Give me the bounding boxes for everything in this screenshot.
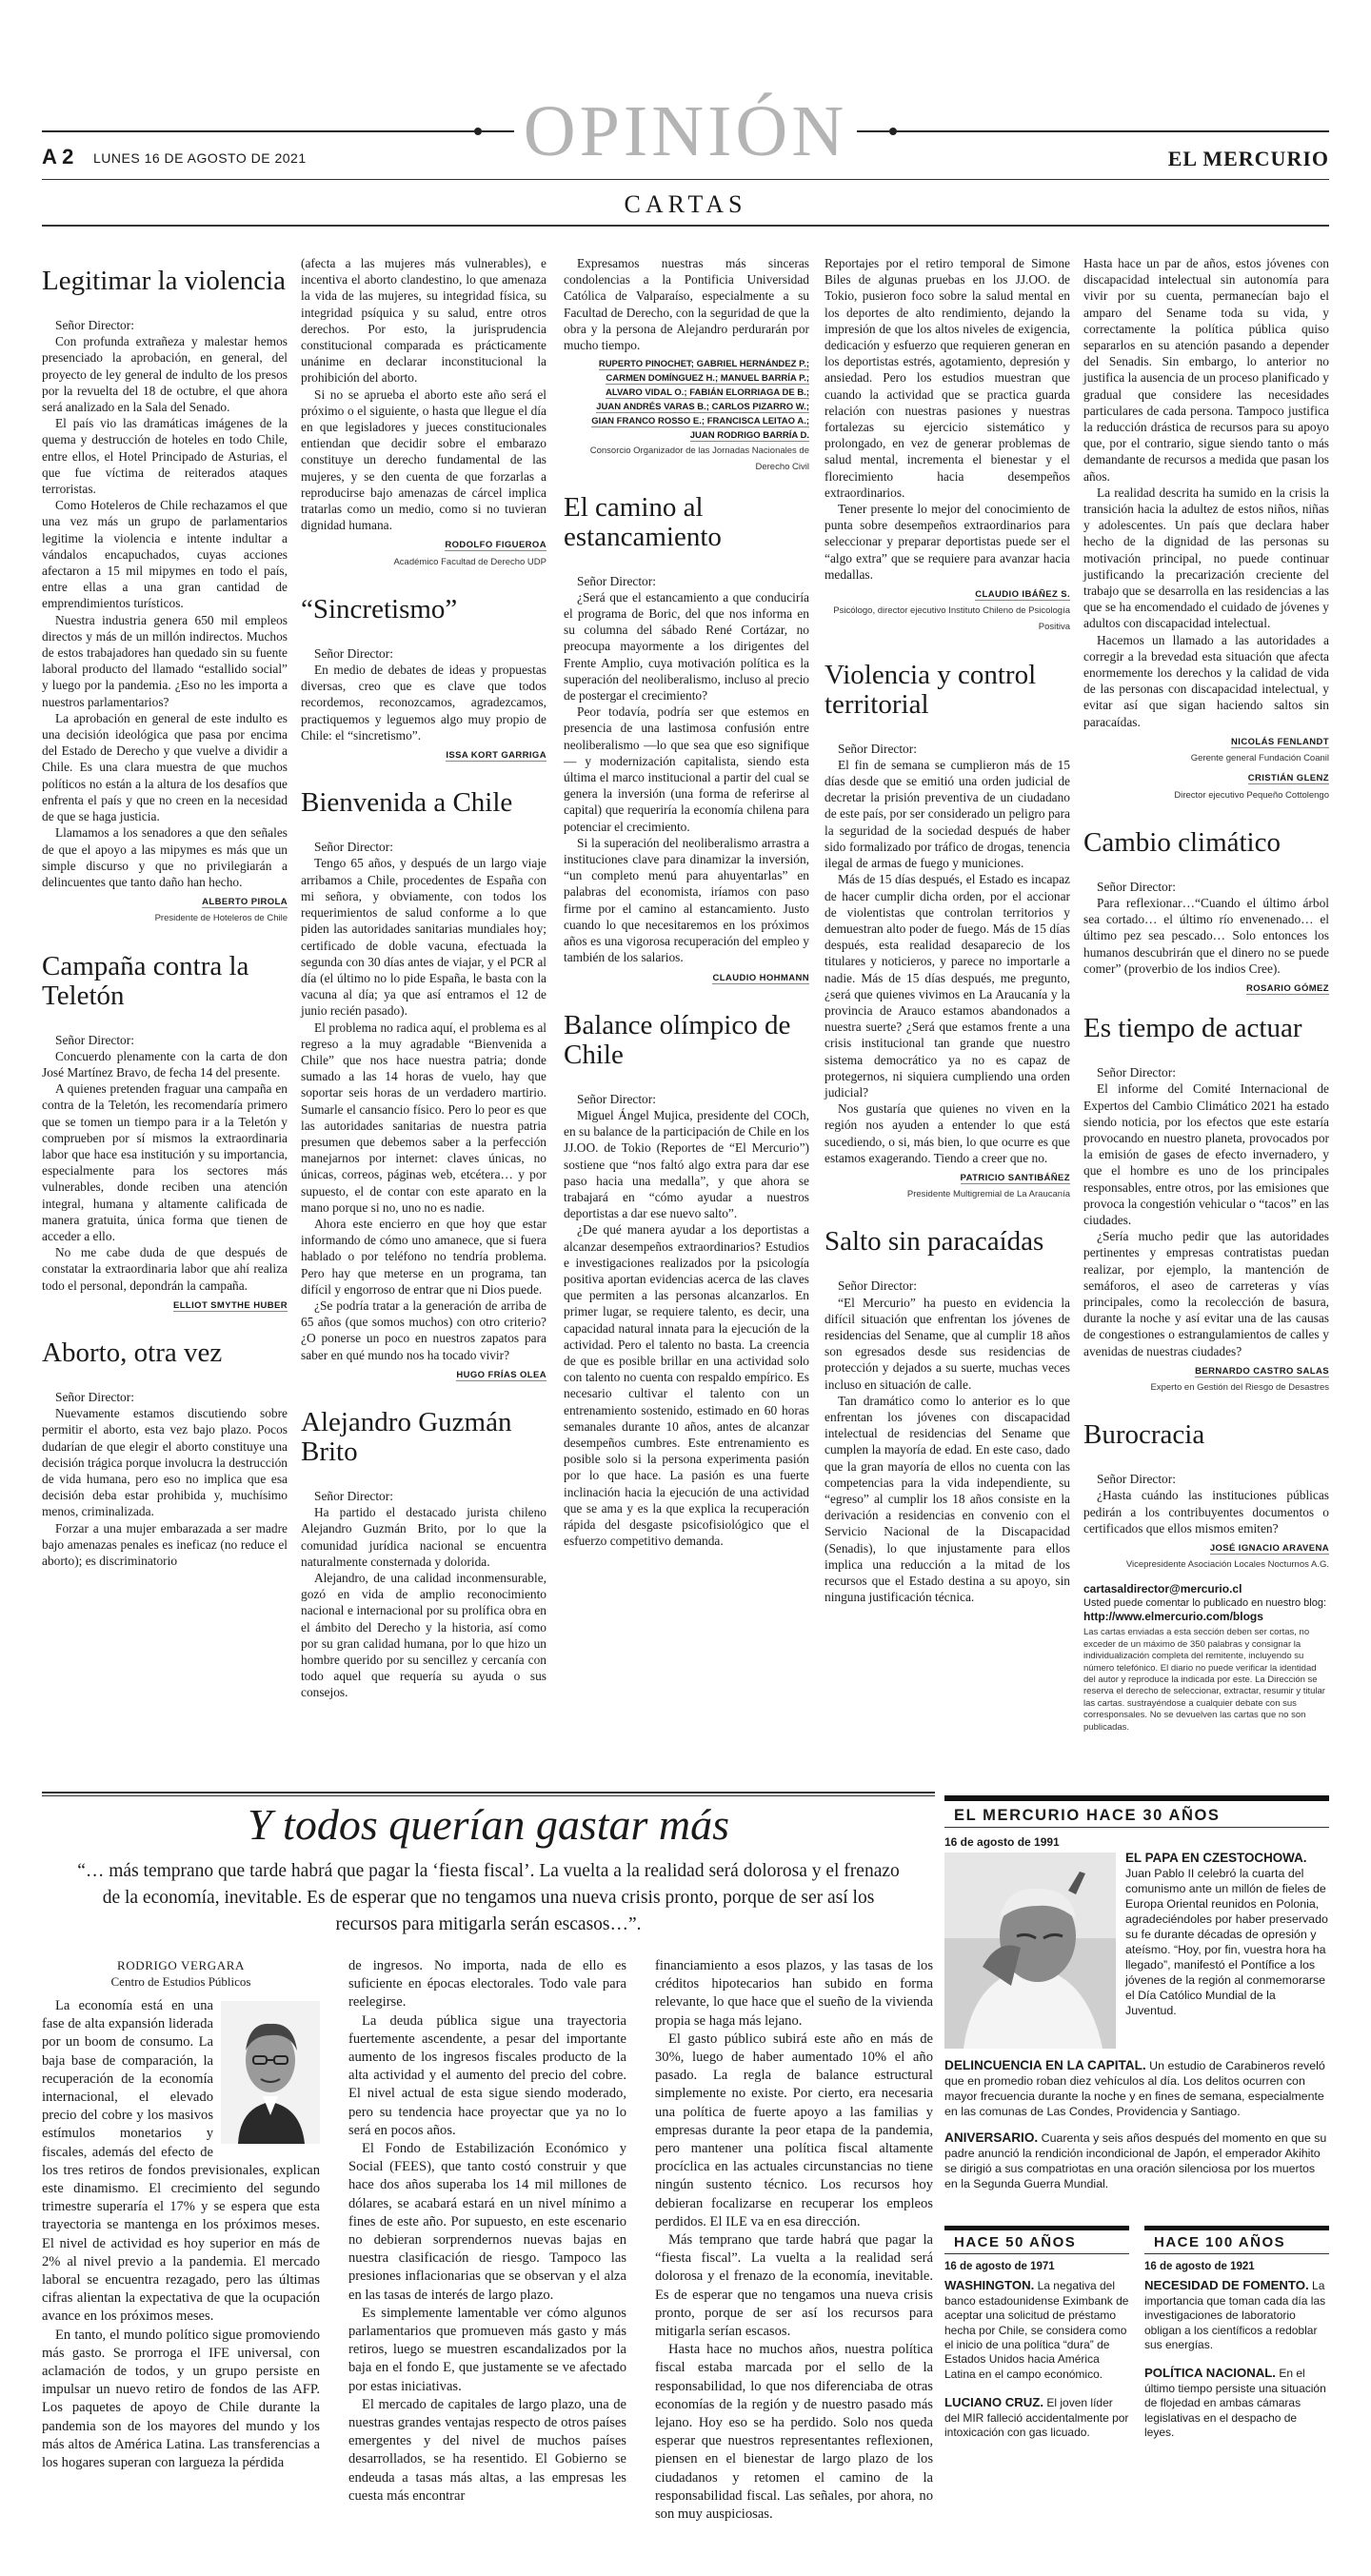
letter-title: Burocracia	[1083, 1419, 1205, 1451]
hace-100-title: HACE 100 AÑOS	[1144, 2226, 1329, 2254]
signature-role: Experto en Gestión del Riesgo de Desastres	[1150, 1381, 1329, 1393]
paragraph: El Fondo de Estabilización Económico y Social (FEES), que tanto costó construir y que hace dos años superaba los 14 mil millones de dólares, se acabará estará en un nivel mínimo a fines de este año. Por supuesto, en este escenario no debieran sorprendernos nuevas bajas en nuestra clasificación de riesgo. Tampoco las presiones inflacionarias que se observan y el alza en las tasas de interés de largo plazo.	[348, 2141, 626, 2303]
contact-note: Usted puede comentar lo publicado en nuestro blog:	[1083, 1597, 1327, 1610]
paragraph: ¿Será que el estancamiento a que conduciría el programa de Boric, del que nos informa en su columna del sábado René Cortázar, no preocupa mayormente a los dirigentes del Frente Amplio, cuya motivación política es la superación del neoliberalismo, incluso al precio de postergar el crecimiento?	[564, 589, 809, 703]
page-date: LUNES 16 DE AGOSTO DE 2021	[93, 150, 307, 166]
salutation: Señor Director:	[1097, 1472, 1176, 1487]
paragraph: Nuestra industria genera 650 mil empleos directos y más de un millón indirectos. Muchos de estos trabajadores han quedado sin su fuente laboral producto del llamado “estallido social” y luego por la pandemia. ¿Eso no les importa a nuestros parlamentarios?	[42, 612, 288, 709]
signer: CARMEN DOMÍNGUEZ H.; MANUEL BARRÍA P.;	[606, 373, 809, 385]
paragraph: La deuda pública sigue una trayectoria fuertemente ascendente, a pesar del importante aumento de los ingresos fiscales producto de la alta actividad y el aumento del precio del cobre. El nivel actual de esta sigue siendo moderado, pero su tendencia hace proyectar que ya no lo será en pocos años.	[348, 2012, 626, 2138]
lead-title: EL PAPA EN CZESTOCHOWA.	[1125, 1851, 1307, 1865]
paragraph: Con profunda extrañeza y malestar hemos presenciado la aprobación, en general, del proyecto de ley general de indulto de los presos por la revuelta del 18 de octubre, el que ahora será analizado en la Sala del Senado.	[42, 334, 288, 415]
letter	[825, 661, 1070, 1203]
hace-100-item: POLÍTICA NACIONAL. En el último tiempo persiste una situación de flojedad en ambas cámaras legislativas en el despacho de leyes.	[1144, 2366, 1326, 2440]
hace-50-item: WASHINGTON. La negativa del banco estadounidense Eximbank de aceptar una solicitud de préstamo hecha por Chile, se considera como el inicio de una política “dura” de Estados Unidos hacia América Latina en el campo económico.	[944, 2278, 1129, 2381]
subsection-title: CARTAS	[624, 190, 747, 218]
signature: ELLIOT SMYTHE HUBER	[172, 1299, 288, 1311]
paragraph: Llamamos a los senadores a que den señales de que el apoyo a las mipymes es más que un simple discurso y que no privilegiarán a delincuentes que tanto daño han hecho.	[42, 825, 288, 889]
paragraph: “El Mercurio” ha puesto en evidencia la difícil situación que enfrentan los jóvenes de residencias del Sename, que al cumplir 18 años son egresados desde sus residencias de protección y dejados a su suerte, muchas veces incluso en situación de calle.	[825, 1295, 1070, 1392]
paragraph: En medio de debates de ideas y propuestas diversas, creo que es clave que todos recordemos, reconozcamos, agradezcamos, practiquemos y leguemos algo muy propio de Chile: el “sincretismo”.	[301, 663, 546, 743]
newspaper-name: EL MERCURIO	[1167, 147, 1329, 170]
letter	[301, 788, 546, 1383]
letter	[564, 1011, 809, 1550]
paragraph: El fin de semana se cumplieron más de 15 días desde que se emitió una orden judicial de decretar la prisión preventiva de un ciudadano de este país, por ser considerado un peligro para la seguridad de la sociedad después de haber sido formalizado por tráfico de drogas, tenencia ilegal de armas de fuego y municiones.	[825, 757, 1070, 871]
byline	[42, 1957, 320, 1990]
letter	[564, 493, 809, 986]
article-headline: Y todos querían gastar más	[247, 1800, 730, 1849]
article-column-1	[42, 1957, 320, 2472]
letters-column-1	[42, 255, 288, 1569]
signer: GIAN FRANCO ROSSO E.; FRANCISCA LEITAO A.;	[591, 416, 809, 427]
section-title: OPINIÓN	[523, 91, 848, 171]
author-portrait	[221, 2001, 320, 2144]
letter-title: Alejandro Guzmán Brito	[301, 1406, 512, 1467]
paragraph: En tanto, el mundo político sigue promoviendo más gasto. Se prorroga el IFE universal, con aclamación de todos, y un grupo persiste en impulsar un nuevo retiro de fondos de las AFP. Los paquetes de apoyo de Chile durante la pandemia son de los mayores del mundo y los más altos de América Latina. Las transferencias a los hogares superan con largueza la pérdida	[42, 2327, 320, 2471]
signer: JUAN ANDRÉS VARAS B.; CARLOS PIZARRO W.;	[596, 402, 809, 413]
paragraph: Más temprano que tarde habrá que pagar la “fiesta fiscal”. La vuelta a la realidad será dolorosa y el frenazo de la economía, inevitable. Es de esperar que no tengamos una nueva crisis pronto, porque de ser así los recursos para mitigarla serían escasos.	[655, 2232, 933, 2340]
paragraph: ¿Se podría tratar a la generación de arriba de 65 años (que somos muchos) con otro criterio? ¿O ponerse un poco en nuestros zapatos para saber en qué mundo nos ha tocado vivir?	[301, 1298, 546, 1362]
letter-title: Cambio climático	[1083, 826, 1281, 858]
paragraph: Para reflexionar…“Cuando el último árbol sea cortado… el último río envenenado… el último pez sea pescado… Solo entonces los humanos descubrirán que el dinero no se puede comer” (proverbio de los indios Cree).	[1083, 895, 1329, 976]
signature-role: Gerente general Fundación Coanil	[1190, 753, 1329, 764]
signature-role: Psicólogo, director ejecutivo Instituto Chileno de Psicología Positiva	[833, 605, 1070, 633]
letter-title: Balance olímpico de Chile	[564, 1009, 791, 1070]
salutation: Señor Director:	[55, 1389, 134, 1404]
signature: JOSÉ IGNACIO ARAVENA	[1209, 1543, 1329, 1554]
hace-30-date: 16 de agosto de 1991	[944, 1835, 1060, 1849]
paragraph: Alejandro, de una calidad inconmensurable, gozó en vida de amplio reconocimiento nacional e internacional por su prolífica obra en el ámbito del Derecho y la historia, así como por su gran calidad humana, por lo que hizo un hombre querido por su sencillez y cercanía con todo aquel que requería su ayuda o sus consejos.	[301, 1571, 546, 1700]
salutation: Señor Director:	[1097, 1065, 1176, 1080]
paragraph: Peor todavía, podría ser que estemos en presencia de una lastimosa confusión entre neoliberalismo —lo que sea que eso signifique— y modernización capitalista, siendo esta última el marco institucional a partir del cual se genera la inversión (una forma de referirse al capital) que requeriría la economía chilena para potenciar el crecimiento.	[564, 704, 809, 834]
signature: HUGO FRÍAS OLEA	[456, 1369, 546, 1380]
salutation: Señor Director:	[838, 1278, 917, 1294]
letter	[42, 952, 288, 1314]
signature: NICOLÁS FENLANDT	[1231, 736, 1329, 747]
letters-column-3	[564, 255, 809, 1549]
article-deck: “… más temprano que tarde habrá que pagar la ‘fiesta fiscal’. La vuelta a la realidad será dolorosa y el frenazo de la economía, inevitable. Es de esperar que no tengamos una nueva crisis pronto, porque de ser así los recursos para mitigarla serán escasos…”.	[77, 1861, 900, 1934]
letter	[301, 595, 546, 763]
hace-30-title: EL MERCURIO HACE 30 AÑOS	[944, 1795, 1329, 1828]
author-affiliation: Centro de Estudios Públicos	[110, 1974, 251, 1989]
signature-role: Presidente de Hoteleros de Chile	[154, 913, 288, 924]
paragraph: El informe del Comité Internacional de Expertos del Cambio Climático 2021 ha estado siendo noticia, por los efectos que este estaría provocando en nuestro planeta, provocados por la emisión de gases de efecto invernadero, y que el hombre es uno de los principales responsables, entre otros, por las emisiones que provoca la congestión vehicular o “tacos” en las ciudades.	[1083, 1081, 1329, 1227]
paragraph: El mercado de capitales de largo plazo, una de nuestras grandes ventajas respecto de otros países emergentes y del nivel de muchos países desarrollados, se ha resentido. El Gobierno se endeuda a tasas más altas, a las empresas les cuesta más encontrar	[348, 2396, 626, 2504]
contact-box	[1083, 1582, 1329, 1734]
paragraph: Tengo 65 años, y después de un largo viaje arribamos a Chile, procedentes de España con mi señora, y obviamente, con todos los requerimientos de salud conforme a lo que piden las autoridades sanitarias mundiales hoy; certificado de doble vacuna, efectuada la segunda con 30 días antes de viajar, y el PCR al día (el último no lo pide España, le basta con la vacuna al día; ya que así entramos el 12 de junio recién pasado).	[301, 856, 546, 1019]
letter-title: Aborto, otra vez	[42, 1337, 223, 1368]
paragraph: ¿Hasta cuándo las instituciones públicas pedirán a los contribuyentes documentos o certificados que ellos mismos emiten?	[1083, 1488, 1329, 1536]
paragraph: Como Hoteleros de Chile rechazamos el que una vez más un grupo de parlamentarios legitime la violencia e intente indultar a vándalos encapuchados, cuyas acciones afectaron a 15 mil mipymes en todo el país, entre ellas a una gran cantidad de emprendimientos turísticos.	[42, 498, 288, 611]
paragraph: Forzar a una mujer embarazada a ser madre bajo amenazas penales es ineficaz (no reduce el aborto); es discriminatorio	[42, 1520, 288, 1568]
paragraph: Ha partido el destacado jurista chileno Alejandro Guzmán Brito, por lo que la comunidad jurídica nacional se encuentra naturalmente consternada y dolorida.	[301, 1505, 546, 1569]
letter-title: Campaña contra la Teletón	[42, 950, 249, 1011]
letter	[42, 1338, 288, 1569]
paragraph: financiamiento a esos plazos, y las tasas de los créditos hipotecarios han subido en forma relevante, lo que hace que el sueño de la vivienda propia se haga más lejano.	[655, 1958, 933, 2029]
paragraph: La aprobación en general de este indulto es una decisión ideológica que pasa por encima del Estado de Derecho y que vuelve a dividir a Chile. Es una clara muestra de que muchos políticos no están a la altura de los desafíos que enfrenta el país y que no creen en la necesidad de que se haga justicia.	[42, 710, 288, 824]
salutation: Señor Director:	[1097, 879, 1176, 894]
letter-title: Salto sin paracaídas	[825, 1226, 1044, 1258]
page-number: A 2	[42, 145, 74, 168]
hace-100-item: NECESIDAD DE FOMENTO. La importancia que toman cada día las investigaciones de laboratorio obligan a los científicos a redoblar sus energías.	[1144, 2278, 1326, 2352]
paragraph: Reportajes por el retiro temporal de Simone Biles de algunas pruebas en los JJ.OO. de Tokio, pusieron foco sobre la salud mental en los deportes de alto rendimiento, dejando la impresión de que los altos niveles de exigencia, dedicación y esfuerzo que requieren generan en los deportistas estrés, agotamiento, depresión y ansiedad. Pero los estudios muestran que cuando la actividad que se practica guarda relación con nuestras pasiones y nuestras fortalezas su ejercicio sistemático y prolongado, en vez de generar problemas de salud mental, incrementa el bienestar y el florecimiento hacia desempeños extraordinarios.	[825, 256, 1070, 500]
signature: CLAUDIO HOHMANN	[712, 972, 809, 983]
paragraph: El gasto público subirá este año en más de 30%, luego de haber aumentado 10% el año pasado. La regla de balance estructural simplemente no existe. Por cierto, era necesaria una política de fuerte apoyo a las familias y empresas durante la peor etapa de la pandemia, pero mantener una política fiscal altamente procíclica en las actuales circunstancias no tiene ningún sustento técnico. Los recursos hoy debieran focalizarse en recuperar los empleos perdidos. El ILE va en esa dirección.	[655, 2031, 933, 2229]
signature: ALBERTO PIROLA	[202, 897, 288, 908]
article-column-3	[655, 1957, 933, 2524]
salutation: Señor Director:	[55, 318, 134, 332]
hace-50-date: 16 de agosto de 1971	[944, 2261, 1055, 2272]
paragraph: Hasta hace un par de años, estos jóvenes con discapacidad intelectual sin autonomía para vivir por su cuenta, permanecían bajo el amparo del Sename toda su vida, y correctamente la política pública quiso separarlos en su atención pasando a depender del Senadis. Sin embargo, lo anterior no justifica la ausencia de un proceso planificado y gradual que considere las necesidades particulares de cada persona. Tampoco justifica la reducción drástica de recursos para su apoyo que, por el contrario, sigue siendo tanto o más demandante de recursos a medida que pasan los años.	[1083, 256, 1329, 484]
letter-title: “Sincretismo”	[301, 593, 458, 624]
paragraph: Tan dramático como lo anterior es lo que enfrentan los jóvenes con discapacidad intelectual de residencias del Sename que cumplen la mayoría de edad. En este caso, dado que la gran mayoría de ellos no cuenta con las competencias para la vida independiente, su “egreso” al cumplir los 18 años consiste en la derivación a residencias en convenio con el Servicio Nacional de la Discapacidad (Senadis), lo que injustamente para ellos implica una reducción a la mitad de los recursos que el Estado destina a su apoyo, sin ninguna justificación técnica.	[825, 1393, 1070, 1605]
hace-30-item: DELINCUENCIA EN LA CAPITAL. Un estudio de Carabineros reveló que en promedio roban diez vehículos al día. Los delitos ocurren con mayor frecuencia durante la noche y en fines de semana, especialmente en las comunas de Las Condes, Providencia y Santiago.	[944, 2058, 1325, 2118]
paragraph: (afecta a las mujeres más vulnerables), e incentiva el aborto clandestino, lo que amenaza la vida de las mujeres, su integridad física, su integridad psíquica y su salud, entre otros derechos. Por esto, la jurisprudencia constitucional comparada es prácticamente unánime en declarar inconstitucional la prohibición del aborto.	[301, 256, 546, 386]
signers-list	[564, 357, 809, 443]
paragraph: Nos gustaría que quienes no viven en la región nos ayuden a entender lo que está sucediendo, o si, más bien, lo que ocurre es que estamos exagerando. Tiendo a creer que no.	[825, 1101, 1070, 1165]
letters-column-5	[1083, 255, 1329, 1734]
article-column-2	[348, 1957, 626, 2506]
pope-photo	[944, 1853, 1116, 2049]
contact-email[interactable]: cartasaldirector@mercurio.cl	[1083, 1582, 1242, 1596]
signature-role: Vicepresidente Asociación Locales Nocturnos A.G.	[1125, 1559, 1329, 1571]
paragraph: Expresamos nuestras más sinceras condolencias a la Pontificia Universidad Católica de Valparaíso, especialmente a su Facultad de Derecho, con la seguridad de que la obra y la persona de Alejandro perdurarán por mucho tiempo.	[564, 256, 809, 353]
paragraph: ¿De qué manera ayudar a los deportistas a alcanzar desempeños extraordinarios? Estudios e investigaciones realizados por la psicología positiva aportan evidencias acerca de las claves que permiten a las personas alcanzarlos. En primer lugar, se requiere talento, es decir, una capacidad natural innata para la ejecución de la actividad. Pero el talento no basta. La creencia de que es posible brillar en una actividad solo con talento no cuenta con respaldo empírico. Es necesario cultivar el talento con un entrenamiento sostenido, estimado en 60 horas semanales durante 10 años, antes de alcanzar desempeños cumbres. Este entrenamiento es posible solo si la persona experimenta pasión por lo que hace. La pasión es una fuerte inclinación hacia la ejecución de una actividad que se ama y es la que explica la recuperación rápida del desgaste psicofisiológico que el esfuerzo competitivo demanda.	[564, 1222, 809, 1549]
paragraph: Si la superación del neoliberalismo arrastra a instituciones clave para dinamizar la inversión, “un completo menú para ahuyentarlas” en palabras del economista, iríamos con paso firme por el camino al estancamiento. Justo cuando lo que necesitaremos en los próximos años es una vigorosa recuperación del empleo y también de los salarios.	[564, 835, 809, 965]
paragraph: de ingresos. No importa, nada de ello es suficiente en épocas electorales. Todo vale para reelegirse.	[348, 1958, 626, 2011]
letter	[301, 1408, 546, 1701]
paragraph: El país vio las dramáticas imágenes de la quema y destrucción de hoteles en todo Chile, entre ellos, el Hotel Principado de Asturias, el que fue víctima de reiterados ataques terroristas.	[42, 416, 288, 497]
salutation: Señor Director:	[314, 840, 393, 855]
salutation: Señor Director:	[838, 741, 917, 756]
salutation: Señor Director:	[577, 1091, 656, 1106]
paragraph: Si no se aprueba el aborto este año será el próximo o el siguiente, o hasta que llegue el día en que legisladores y jueces constitucionales entiendan que decidir sobre el embarazo constituye un derecho fundamental de las mujeres, y se den cuenta de que forzarlas a reproducirse bajo amenazas de cárcel implica tratarlas como un medio, como si no tuvieran dignidad humana.	[301, 386, 546, 533]
signature: PATRICIO SANTIBÁÑEZ	[960, 1172, 1070, 1183]
signature: CLAUDIO IBÁÑEZ S.	[975, 589, 1070, 601]
signature-role: Académico Facultad de Derecho UDP	[393, 556, 546, 567]
letter	[825, 1227, 1070, 1605]
salutation: Señor Director:	[314, 645, 393, 661]
author-name: RODRIGO VERGARA	[116, 1958, 246, 1972]
signature: ISSA KORT GARRIGA	[446, 750, 546, 762]
signature: CRISTIÁN GLENZ	[1247, 773, 1329, 784]
paragraph: Nuevamente estamos discutiendo sobre permitir el aborto, esta vez bajo plazo. Pocos dudarían de que elegir el aborto constituye una decisión trágica porque involucra la destrucción de vida humana, pero eso no implica que esa decisión deba estar prohibida y, muchísimo menos, criminalizada.	[42, 1406, 288, 1519]
signature-role: Director ejecutivo Pequeño Cottolengo	[1174, 789, 1329, 801]
hace-100-anos	[1144, 2226, 1329, 2440]
signer: JUAN RODRIGO BARRÍA D.	[689, 430, 809, 442]
letter	[1083, 1014, 1329, 1396]
letter	[1083, 1420, 1329, 1573]
letter-title: Violencia y control territorial	[825, 659, 1037, 720]
signature: RODOLFO FIGUEROA	[445, 540, 546, 551]
signature-role: Consorcio Organizador de las Jornadas Nacionales de Derecho Civil	[589, 446, 809, 473]
letter	[42, 267, 288, 927]
signer: ALVARO VIDAL O.; FABIÁN ELORRIAGA DE B.;	[606, 387, 809, 399]
paragraph: Hasta hace no muchos años, nuestra política fiscal estaba marcada por el sello de la responsabilidad, lo que nos diferenciaba de otras economías de la región y de nuestro pasado más lejano. Hoy eso se ha perdido. Solo nos queda esperar que nuestros representantes reflexionen, piensen en el bienestar de largo plazo de los ciudadanos y retomen el camino de la responsabilidad fiscal. Las señales, por ahora, no son muy auspiciosas.	[655, 2342, 933, 2523]
letter-title: Legitimar la violencia	[42, 266, 287, 296]
hace-30-item: ANIVERSARIO. Cuarenta y seis años después del momento en que su padre anunció la rendición incondicional de Japón, el emperador Akihito se dirigió a sus compatriotas en una oración silenciosa por los muertos en la Segunda Guerra Mundial.	[944, 2130, 1327, 2190]
letter-title: Bienvenida a Chile	[301, 787, 513, 819]
hace-50-item: LUCIANO CRUZ. El joven líder del MIR falleció accidentalmente por intoxicación con gas licuado.	[944, 2395, 1129, 2440]
signer: RUPERTO PINOCHET; GABRIEL HERNÁNDEZ P.;	[598, 359, 809, 370]
letter-title: El camino al estancamiento	[564, 491, 722, 552]
paragraph: La realidad descrita ha sumido en la crisis la transición hacia la adultez de estos niños, niñas y adolescentes. Un país que declara haber hecho de la dignidad de las personas su motivación principal, no puede continuar justificando la precarización creciente del trabajo que se desarrolla en las residencias a las que se ha encomendado el cuidado de jóvenes y adultos con discapacidad intelectual.	[1083, 485, 1329, 631]
letters-column-2	[301, 255, 546, 1701]
contact-rules: Las cartas enviadas a esta sección deben ser cortas, no exceder de un máximo de 350 palabras y consignar la individualización completa del remitente, incluyendo su número telefónico. El diario no puede verificar la identidad del autor y reproduce la indicada por este. La Dirección se reserva el derecho de seleccionar, extractar, resumir y titular las cartas. sustrayéndose a cualquier debate con sus corresponsales. No se devuelven las cartas que no son publicadas.	[1083, 1627, 1325, 1733]
salutation: Señor Director:	[577, 573, 656, 588]
paragraph: A quienes pretenden fraguar una campaña en contra de la Teletón, les recomendaría primero que se tomen un tiempo para ir a la Teletón y comprueben por sí mismos la extraordinaria labor que hace esa institución y su importancia, especialmente para los sectores más vulnerables, donde reciben una atención integral, humana y altamente calificada de manera gratuita, única forma que tienen de acceder a ello.	[42, 1081, 288, 1243]
paragraph: La economía está en una fase de alta expansión liderada por un boom de consumo. La baja base de comparación, la recuperación de la economía internacional, el elevado precio del cobre y los masivos estímulos monetarios y fiscales, además del efecto de los tres retiros de fondos previsionales, explican este dinamismo. El crecimiento del segundo trimestre superaría el 17% y se espera que esta trayectoria se mantenga en los próximos meses. El nivel de actividad es hoy superior en más de 2% al nivel previo a la pandemia. El mercado laboral se encuentra rezagado, pero las últimas cifras alientan la expectativa de que la ocupación avance en los próximos meses.	[42, 1998, 320, 2325]
letters-column-4	[825, 255, 1070, 1605]
paragraph: ¿Sería mucho pedir que las autoridades pertinentes y empresas contratistas puedan realizar, por ejemplo, la mantención de semáforos, el aseo de carreteras y vías principales, como la recolección de basura, durante la noche y así evitar una de las causas de congestiones o estrangulamientos de calles y avenidas de nuestras ciudades?	[1083, 1229, 1329, 1358]
blog-link[interactable]: http://www.elmercurio.com/blogs	[1083, 1610, 1263, 1624]
paragraph: No me cabe duda de que después de constatar la extraordinaria labor que ahí realiza todo el personal, depondrán la campaña.	[42, 1245, 288, 1293]
signature-role: Presidente Multigremial de La Araucanía	[906, 1189, 1070, 1200]
paragraph: Más de 15 días después, el Estado es incapaz de hacer cumplir dicha orden, por el accionar de violentistas que controlan territorios y demuestran alto poder de fuego. Más de 15 días después, esta realidad desaparecio de los titulares y noticieros, y parece no importarle a nadie. Más de 15 días después, me pregunto, ¿será que quienes vivimos en La Araucanía y la provincia de Arauco estamos abandonados a nuestra suerte? ¿Será que estamos frente a una crisis institucional tan grande que nuestro sistema democrático ya no es capaz de protegernos, ni siquiera cumpliendo una orden judicial?	[825, 872, 1070, 1100]
hace-50-title: HACE 50 AÑOS	[944, 2226, 1129, 2254]
paragraph: Es simplemente lamentable ver cómo algunos parlamentarios que promueven más gasto y más retiros, luego se muestren escandalizados por la baja en el fondo E, que justamente se ve afectado por estas iniciativas.	[348, 2305, 626, 2394]
lead-text: Juan Pablo II celebró la cuarta del comunismo ante un millón de fieles de Europa Oriental reunidos en Polonia, agradeciéndoles por haber preservado su fe durante décadas de opresión y ateísmo. “Hoy, por fin, vuestra hora ha llegado”, manifestó el Pontífice a los jóvenes de la región al conmemorarse el Día Católico Mundial de la Juventud.	[1125, 1867, 1328, 2017]
letter-title: Es tiempo de actuar	[1083, 1013, 1302, 1044]
paragraph: Ahora este encierro en que hoy que estar informando de cómo uno amanece, que si fuera hablado o por teléfono no tendría problema. Pero hay que meterse en un programa, tan difícil y engorroso de entrar que ni Dios puede.	[301, 1216, 546, 1297]
hace-30-lead	[1125, 1851, 1329, 2018]
signature: ROSARIO GÓMEZ	[1245, 982, 1329, 994]
hace-100-date: 16 de agosto de 1921	[1144, 2261, 1255, 2272]
paragraph: Hacemos un llamado a las autoridades a corregir a la brevedad esta situación que afecta enormemente los derechos y la calidad de vida de las personas con discapacidad intelectual, y evitar así que sigan haciendo saltos sin paracaídas.	[1083, 632, 1329, 729]
salutation: Señor Director:	[314, 1488, 393, 1503]
salutation: Señor Director:	[55, 1032, 134, 1047]
hace-50-anos	[944, 2226, 1129, 2440]
paragraph: El problema no radica aquí, el problema es al regreso a la muy agradable “Bienvenida a Chile” que nos hace nuestra patria; donde sumado a las 14 horas de vuelo, hay que soportar seis horas de un verdadero martirio. Sumarle el cansancio físico. Pero lo peor es que las autoridades sanitarias de nuestra patria presumen que debemos saber a la perfección manejarnos por internet: claves únicas, no únicas, correos, páginas web, etcétera… y por supuesto, el de contar con este aparato en la mano porque si no, uno no es nadie.	[301, 1020, 546, 1215]
paragraph: Miguel Ángel Mujica, presidente del COCh, en su balance de la participación de Chile en los JJ.OO. de Tokio (Reportes de “El Mercurio”) sostiene que “nos faltó algo extra para dar ese paso hacia una medalla”, y que ahora se trabajará en “cómo ayudar a nuestros deportistas a dar ese nuevo salto”.	[564, 1107, 809, 1221]
signature: BERNARDO CASTRO SALAS	[1195, 1365, 1329, 1377]
hace-30-anos	[944, 1795, 1329, 2195]
paragraph: Tener presente lo mejor del conocimiento de punta sobre desempeños extraordinarios para seleccionar y preparar deportistas puede ser el “algo extra” que se requiere para avanzar hacia medallas.	[825, 502, 1070, 582]
paragraph: Concuerdo plenamente con la carta de don José Martínez Bravo, de fecha 14 del presente.	[42, 1048, 288, 1080]
letter	[1083, 828, 1329, 997]
